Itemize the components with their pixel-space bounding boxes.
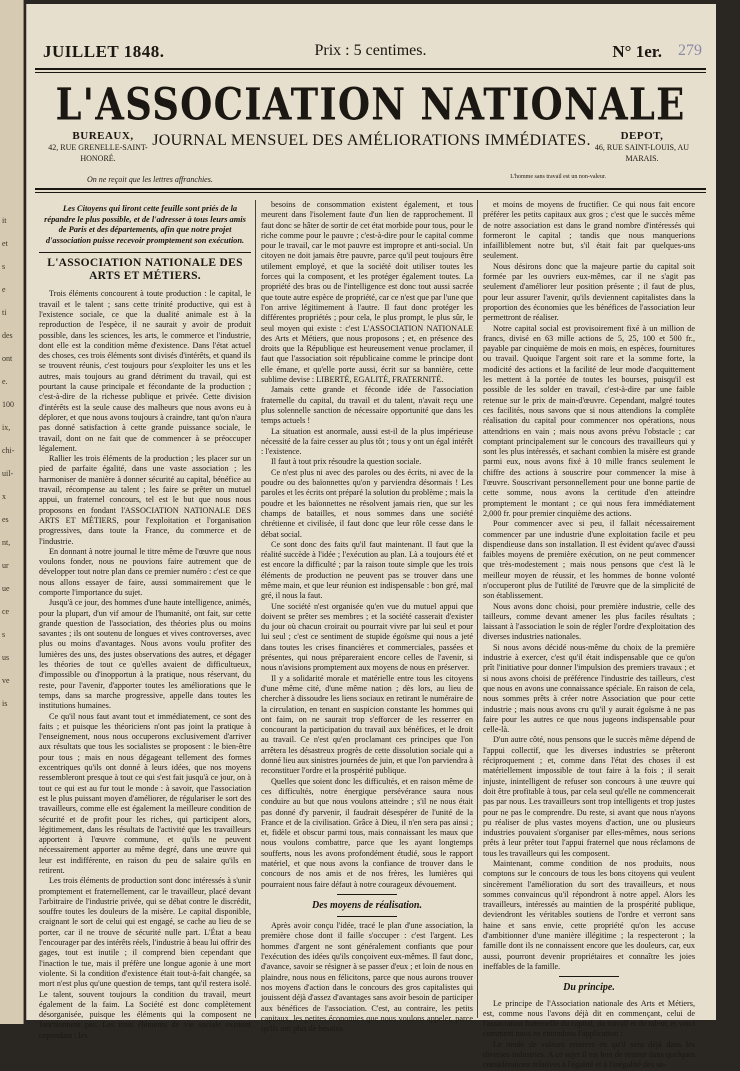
archive-stamp: 279 — [678, 42, 702, 59]
paragraph: et moins de moyens de fructifier. Ce qui nous fait encore préférer les petits capitaux aux gros ; c'est que le succès même de notre association est dans le grand nombre d'intéressés qui formeront le capital ; tandis que nous manquerions infailliblement notre but, s'il était fait par quelques-uns seulement. — [483, 200, 695, 261]
strip-fragment: et — [2, 239, 8, 248]
column-divider — [255, 200, 256, 1018]
section-title-moyens: Des moyens de réalisation. — [312, 899, 422, 911]
strip-fragment: e. — [2, 377, 8, 386]
column-2-text — [261, 200, 473, 890]
strip-fragment: x — [2, 492, 6, 501]
column-2b-text — [261, 921, 473, 1034]
depot-heading: DEPOT, — [620, 130, 664, 142]
paragraph: Nous désirons donc que la majeure partie du capital soit formée par les ouvriers eux-mêmes, car il ne s'agit pas seulement d'améliorer leur position présente ; il faut de plus, pour leur assurer l'avenir, qu'ils deviennent capitalistes dans la proportion des économies que les bénéfices de l'association leur permettront de réaliser. — [483, 261, 695, 323]
strip-fragment: ue — [2, 584, 10, 593]
column-3-text — [483, 200, 695, 972]
paragraph: Il faut à tout prix résoudre la question sociale. — [271, 457, 422, 467]
letters-note: On ne reçoit que les lettres affranchies. — [87, 175, 213, 184]
paragraph: En donnant à notre journal le titre même de l'œuvre que nous voulons fonder, nous ne pouvions faire autrement que de développer tout notre plan dans ce premier numéro : c'est ce que nous allons essayer de faire, aussi sommairement que le comporte l'importance du sujet. — [39, 546, 251, 597]
newspaper-page — [26, 4, 716, 1070]
paragraph: Le mode de valeurs rentrera en qu'il sera déjà dans les diverses industries. A ce sujet il est bon de rentrer dans quelques considérations relatives à l'égalité et à l'inégalité des sa- — [483, 1039, 695, 1070]
column-2 — [261, 200, 474, 1034]
intro-notice: Les Citoyens qui liront cette feuille sont priés de la répandre le plus possible, et de l'adresser à tous leurs amis de Paris et des départements, afin que notre projet d'association puisse recevoir promptement son exécution. — [39, 200, 251, 253]
issue-number: N° 1er. — [612, 42, 662, 61]
section-title-principe: Du principe. — [563, 982, 615, 994]
masthead-rule-top — [35, 68, 706, 70]
paragraph: Jusqu'à ce jour, des hommes d'une haute intelligence, animés, pour la plupart, d'un vif amour de l'humanité, ont fait, sur cette grande question de l'association, des théories plus ou moins savantes ; ils ont soutenu de longues et vives controverses, avec plus ou moins d'avantages. Nous avons voulu profiter des lumières des uns, des justes observations des autres, et dégager les théories de tout ce qu'elles avaient de difficultueux, d'impossible ou d'inopportun à la pratique, nous réservant, du reste, pour l'avenir, d'apporter toutes les améliorations que le temps, dans sa marche progressive, appelle dans toutes les institutions humaines. — [39, 598, 251, 711]
strip-fragment: nt, — [2, 538, 11, 547]
bureaux-block — [39, 130, 157, 164]
paragraph: Pour commencer avec si peu, il fallait nécessairement commencer par une industrie d'une exploitation facile et peu dispendieuse dans son installation. Il est évident qu'avec d'aussi faibles moyens de première exécution, on ne peut commencer que très-modestement ; mais nous pensons que c'est là le meilleur moyen de réussir, et les hommes de bonne volonté n'occuperont plus de l'utilité de l'œuvre que de la simplicité de son établissement. — [483, 519, 695, 601]
column-1-text — [39, 289, 251, 1041]
strip-fragment: ve — [2, 676, 10, 685]
strip-fragment: ur — [2, 561, 9, 570]
masthead-rule-top-thin — [35, 72, 706, 73]
paragraph: Trois éléments concourent à toute production : le capital, le travail et le talent ; sans cette trinité productive, qui est à l'existence sociale, ce que la dualité animale est à la reproduction de l'espèce, il ne saurait y avoir de produit possible, dans les sciences, les arts, le commerce et l'industrie, dont elle est la condition même d'existence. Dans l'état actuel des choses, ces trois éléments sont divisés d'intérêts, et quand ils se trouvent réunis, c'est toujours pour s'exploiter les uns et les autres, mais toujours au grand détriment du travail, qui est pourtant la cause principale et fécondante de la production ; c'est-à-dire de la richesse publique et privée. Cette division d'intérêts est la seule cause des malheurs que nous avons eu à déplorer, et que nous avons toujours à craindre, tant qu'on n'aura pas donné satisfaction à cette grande puissance sociale, le travail, dont on ne fait que de commencer à se préoccuper légalement. — [39, 289, 251, 453]
paragraph: Il y a solidarité morale et matérielle entre tous les citoyens d'une même cité, d'une même nation ; dès lors, au lieu de chercher à dissoudre les liens sociaux en retirant le numéraire de la circulation, en tenant en suspicion constante les hommes qui ont faim, on ne saurait trop s'efforcer de les resserrer en concourant la participation du travail aux bénéfices, et le droit au travail. Ce n'est qu'en proclamant ces principes que l'on arrêtera les désastreux progrès de cette dissolution sociale qui a donné lieu aux sinistres journées de juin, et que l'on parviendra à reconstituer l'ordre et la prospérité publique. — [261, 673, 474, 776]
paragraph: Jamais cette grande et féconde idée de l'association fraternelle du capital, du travail et du talent, n'avait reçu une plus solennelle sanction de nécessaire opportunité que dans les temps actuels ! — [261, 385, 473, 426]
paragraph: Le principe de l'Association nationale des Arts et Métiers, est, comme nous l'avons déjà dit en commençant, celui de l'association fraternelle du capital, du travail et du talent, et voici comment nous en entendons l'application : — [483, 998, 695, 1039]
paragraph: Une société n'est organisée qu'en vue du mutuel appui que doivent se prêter ses membres ; et la société casserait d'exister du jour où chacun croirait ou pourrait vivre par lui seul et pour lui seul ; c'est ce sentiment de stupide égoïsme qui nous a jeté dans toutes les crises financières et commerciales, passées et présentes, qui nous prépareraient encore celles de l'avenir, si nous n'avisions promptement aux moyens de nous en préserver. — [261, 601, 473, 673]
strip-fragment: is — [2, 699, 8, 708]
adjacent-page-strip — [0, 0, 24, 1024]
section-title-association: L'ASSOCIATION NATIONALE DES ARTS ET MÉTIERS. — [47, 257, 243, 283]
strip-fragment: des — [2, 331, 13, 340]
column-divider — [477, 200, 478, 1018]
section-divider — [559, 976, 619, 977]
paragraph: Si nous avons décidé nous-même du choix de la première industrie à exercer, c'est qu'il était indispensable que ce qu'on prît l'initiative pour donner l'impulsion des premiers travaux ; et si nous avons choisi de préférence l'industrie des tailleurs, c'est que nous en avons une connaissance spéciale. En raison de cela, nous sommes prêts à créer notre Association que pour cette industrie ; mais nous avons cru qu'il y aurait égoïsme à ne pas faire pour les autres ce que nous jugeons indispensable pour celle-là. — [483, 642, 695, 735]
article-columns — [39, 200, 707, 1070]
paragraph: Quelles que soient donc les difficultés, et en raison même de ces difficultés, notre énergique persévérance saura nous conduire au but que nous voulons atteindre ; s'il ne nous était pas donné d'y parvenir, il faudrait désespérer de l'unité de la France et de la civilisation. Grâce à Dieu, il n'en sera pas ainsi ; et, fidèle et obscur parmi tous, mais connaissant les maux que nous voulons combattre, parce que les ayant longtemps soufferts, nous les avons profondément étudié, sous le rapport matériel, et que nous avons la confiance de trouver dans le concours de nos amis et de nos frères, les lumières qui pourraient nous faire défaut à notre courageux dévouement. — [261, 776, 473, 889]
section-divider — [337, 894, 397, 895]
strip-fragment: it — [2, 216, 7, 225]
header-rule-bottom — [35, 188, 706, 190]
paragraph: Les trois éléments de production sont donc intéressés à s'unir promptement et fraternellement, car le travailleur, placé devant l'arbitraire de l'industrie privée, qui se débat contre le discrédit, souffre toutes les douleurs de la misère. Le capital disponible, craignant le sort de celui qui est engagé, se cache au lieu de se porter, car il ne trouve de sécurité nulle part. L'État a beau l'encourager par des intérêts réels, l'industrie à beau lui offrir des gages, tout est inutile ; il comprend bien cependant que l'inaction le tue, mais il préfère une longue agonie à une mort violente. Si la condition d'existence était tout-à-fait changée, sa mort n'est plus qu'une question de temps, tant qu'il restera isolé. Le talent, souvent toujours la condition du travail, meurt également de la faim. La Société est donc complètement désorganisée, puisque les éléments qui la composent ne fonctionnent pas. Les trois éléments de vie sociale existent cependant : les — [39, 876, 251, 1040]
strip-fragment: us — [2, 653, 10, 662]
issue-date: JUILLET 1848. — [43, 42, 165, 61]
bureaux-heading: BUREAUX, — [72, 130, 134, 142]
bureaux-address: 42, RUE GRENELLE-SAINT-HONORÉ. — [48, 143, 148, 163]
newspaper-title: L'ASSOCIATION NATIONALE — [55, 78, 686, 130]
depot-address: 46, RUE SAINT-LOUIS, AU MARAIS. — [594, 143, 690, 163]
strip-fragment: ti — [2, 308, 7, 317]
column-1 — [39, 200, 251, 1040]
paragraph: Ce qu'il nous faut avant tout et immédiatement, ce sont des faits ; et puisque les théoriciens n'ont pas joint la pratique à l'enseignement, nous nous occuperons exclusivement d'arriver aux résultats que tous les socialistes se proposent : le bien-être pour tous ; mais en nous dégageant tellement des formes excentriques qu'ils ont donné à leurs idées, que nos moyens ressembleront presque à tout ce qui s'est fait jusqu'à ce jour, on à tout ce qui est au fur tout le monde : à savoir, que l'association est le plus puissant moyen d'améliorer, de régulariser le sort des travailleurs, comme elle est également la meilleure condition de sécurité et de profit pour les riches, qui participent alors, légitimement, dans les résultats de l'activité que les travailleurs apportent à l'œuvre commune, et qu'ils ne peuvent nécessairement apporter au même degré, dans une œuvre qui leur est indifférente, en raison du peu de salaire qu'ils en retirent. — [39, 711, 251, 875]
column-3b-text — [483, 999, 695, 1071]
issue-price: Prix : 5 centimes. — [314, 42, 427, 59]
strip-fragment: ce — [2, 607, 10, 616]
paragraph: Ce sont donc des faits qu'il faut maintenant. Il faut que la réalité succède à l'idée ; l'exécution au plan. Là a toujours été et est encore la difficulté ; par la raison toute simple que les trois éléments de production ne peuvent pas se trouver dans une même main, et que leur réunion est indispensable : bon gré, mal gré, il nous la faut. — [261, 539, 473, 601]
depot-block — [582, 130, 702, 164]
paragraph: D'un autre côté, nous pensons que le succès même dépend de l'appui collectif, que les diverses industries se prêteront réciproquement ; et, comme dans l'état des choses il est matériellement impossible de tout faire à la fois ; il serait injuste, inintelligent de refuser son concours à une œuvre qui doit être profitable à tous, par cela seul qu'elle ne commencerait pas par nous. Les travailleurs sont trop intelligents et trop justes pour ne pas le comprendre. Du reste, si avant que nous n'ayons pu réaliser de plus vastes moyens d'action, une ou plusieurs industries pouvaient s'organiser par elles-mêmes, nous serions prêts à leur prêter tout l'appui fraternel que nous réclamons de tous les travailleurs qui les composent. — [483, 735, 695, 858]
strip-fragment: s — [2, 262, 6, 271]
masthead-row — [39, 42, 702, 70]
newspaper-subtitle: JOURNAL MENSUEL DES AMÉLIORATIONS IMMÉDIATES. — [152, 132, 591, 149]
motto-note: L'homme sans travail est un non-valeur. — [510, 174, 606, 180]
paragraph: La situation est anormale, aussi est-il de la plus impérieuse nécessité de la faire cesser au plus tôt ; tous y ont un égal intérêt : l'existence. — [261, 426, 473, 457]
strip-fragment: s — [2, 630, 6, 639]
strip-fragment: chi- — [2, 446, 15, 455]
strip-fragment: e — [2, 285, 6, 294]
section-divider — [337, 916, 397, 917]
strip-fragment: 100 — [2, 400, 14, 409]
paragraph: Rallier les trois éléments de la production ; les placer sur un pied de parfaite égalité, dans une vaste association ; les harmoniser de manière à donner sécurité au capital, bénéfice au travail, récompense au talent ; les faire se prêter un mutuel appui, un fraternel concours, tel est le but que nous nous proposons en fondant l'ASSOCIATION NATIONALE DES ARTS ET MÉTIERS, pour l'exploitation et l'organisation progressives, dans toute la France, du commerce et de l'industrie. — [39, 454, 251, 546]
paragraph: Nous avons donc choisi, pour première industrie, celle des tailleurs, comme devant amener les plus faciles résultats ; laissant à l'association le soin de régler l'ordre d'exploitation des diverses industries nationales. — [483, 601, 695, 642]
column-3 — [483, 200, 695, 1070]
paragraph: Notre capital social est provisoirement fixé à un million de francs, divisé en 63 mille actions de 5, 25, 100 et 500 fr., payable par cinquième de mois en mois, en espèces, fournitures ou travail. Quoique l'argent soit rare et la somme forte, la modicité des actions et la facilité de leur mode d'acquittement les mettent à la portée de toutes les bourses, puisqu'il est possible de les solder en travail, c'est-à-dire par une faible retenue sur le prix de main-d'œuvre. Cependant, malgré toutes ces facilités, nous savons que si nous attendions la complète réalisation du capital pour commencer nos opérations, nous attendrions en vain ; mais nous avons prévu l'obstacle ; car comptant principalement sur le concours des travailleurs qui y sont les plus intéressés, et sachant combien la misère est grande parmi eux, nous avons fixé à 10 mille francs seulement le chiffre des actions à souscrire pour commencer la mise à l'œuvre. Souscrivant personnellement pour une bonne partie de cette somme, nous avons la certitude d'en atteindre promptement le montant ; ce qui nous fera immédiatement 2,000 fr. pour premier cinquième des actions. — [483, 323, 695, 518]
strip-fragment: es — [2, 515, 9, 524]
paragraph: besoins de consommation existent également, et tous meurent dans l'isolement faute d'un lien de rapprochement. Il faut donc se hâter de sortir de cet état morbide pour tous, pour le riche comme pour le pauvre ; c'est-à-dire pour le capital comme pour le travail, car le mot pauvre est impropre et anti-social. Un citoyen ne doit jamais être pauvre, parce qu'il peut toujours être utilement employé, et que la société doit utiliser toutes les forces qui la composent, et les protéger également toutes. La propriété des bras ou de l'intelligence est donc tout aussi sacrée que toute autre espèce de propriété, car ce n'est que par l'une que l'on arrive légitimement à l'autre. Il faut donc protéger les différentes propriétés ; pour cela, le plus prompt, le plus sûr, le seul moyen qui existe : c'est L'ASSOCIATION NATIONALE des Arts et Métiers, que nous proposons ; et, en présence des droits que la République est heureusement venue proclamer, il faut que l'association soit républicaine comme le principe dont elle émane, et qu'elle porte aussi, écrit sur sa bannière, cette sublime devise : LIBERTÉ, EGALITÉ, FRATERNITÉ. — [261, 200, 473, 385]
paragraph: Après avoir conçu l'idée, tracé le plan d'une association, la première chose dont il faille s'occuper : c'est l'argent. Les hommes d'argent ne sont généralement confiants que pour l'exécution des idées qu'ils conçoivent eux-mêmes. Il faut donc, d'avance, savoir se résigner à se passer d'eux ; et loin de nous en plaindre, nous nous en félicitons, parce que nous aurons trouver nos moyens d'action dans le concours des gros capitalistes qui jouissent déjà d'assez d'avantages sans avoir besoin de participer aux bénéfices de l'association. C'est, au contraire, les petits capitaux, les petites économies que nous voulons appeler, parce qu'ils ont plus de besoins — [261, 921, 473, 1034]
paragraph: Ce n'est plus ni avec des paroles ou des écrits, ni avec de la poudre ou des baïonnettes qu'on y parviendra désormais ! Les paroles et les écrits ont préparé la solution du problème ; mais la poudre et les baïonnettes ne résolvent jamais rien, que sur les champs de batailles, et nous sommes dans une société chrétienne et civilisée, il faut donc que leur rôle cesse dans le débat social. — [261, 467, 473, 539]
strip-fragment: ont — [2, 354, 13, 363]
paragraph: Maintenant, comme condition de nos produits, nous comptons sur le concours de tous les bons citoyens qui veulent sincèrement l'amélioration du sort des travailleurs, et nous sommes convaincus qu'il répondront à notre appel. Alors les travailleurs, intéressés au maintien de la prospérité publique, deviendront les véritables soutiens de l'ordre et verront sans haine et sans envie, cette propriété qu'on les accuse d'ambitionner d'une manière illégitime ; la respecteront ; la famille dont ils ne connaissent encore que les douleurs, car, eux aussi, pourront devenir propriétaires et connaître les joies ineffables de la famille. — [483, 859, 695, 971]
strip-fragment: uil- — [2, 469, 14, 478]
header-rule-bottom-thin — [35, 192, 706, 193]
strip-fragment: ix, — [2, 423, 11, 432]
